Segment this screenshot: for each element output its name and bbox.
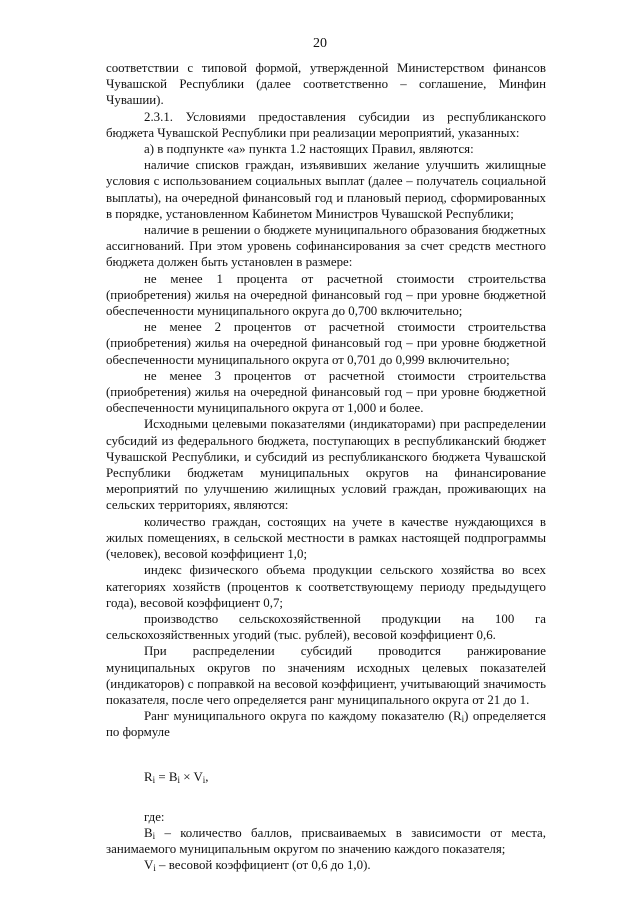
where-label: где:	[144, 809, 165, 824]
paragraph: производство сельскохозяйственной продукции на 100 га сельскохозяйственных угодий (тыс. рублей), весовой коэффициент 0,6.	[106, 611, 546, 643]
paragraph: соответствии с типовой формой, утвержденной Министерством финансов Чувашской Республики (далее соответственно – соглашение, Минфин Чувашии).	[106, 61, 546, 108]
rank-formula-intro: Ранг муниципального округа по каждому показателю $(R_i)$ определяется по формуле	[106, 709, 546, 740]
paragraph: Исходными целевыми показателями (индикаторами) при распределении субсидий из федерального бюджета, поступающих в республиканский бюджет Чувашской Республики, и субсидий из республиканского бюджета Чувашской Республики бюджетам муниципальных округов на финансирование мероприятий по улучшению жилищных условий граждан, проживающих на сельских территориях, являются:	[106, 417, 546, 513]
paragraph: не менее 2 процентов от расчетной стоимости строительства (приобретения) жилья на очередной финансовый год – при уровне бюджетной обеспеченности муниципального округа от 0,701 до 0,999 включительно;	[106, 320, 546, 367]
page-number: 20	[313, 36, 327, 51]
b-definition: $B_i$ – количество баллов, присваиваемых в зависимости от места, занимаемого муниципальным округом по значению каждого показателя;	[106, 825, 546, 857]
paragraph: При распределении субсидий проводится ранжирование муниципальных округов по значениям исходных целевых показателей (индикаторов) с поправкой на весовой коэффициент, учитывающий значимость показателя, после чего определяется ранг муниципального округа от 21 до 1.	[106, 644, 546, 707]
paragraph: наличие списков граждан, изъявивших желание улучшить жилищные условия с использованием социальных выплат (далее – получатель социальной выплаты), на очередной финансовый год и плановый период, сформированных в порядке, установленном Кабинетом Министров Чувашской Республики;	[106, 158, 546, 221]
document-body	[106, 60, 546, 874]
v-definition: $V_i$ – весовой коэффициент (от 0,6 до 1,0).	[144, 858, 371, 874]
paragraph: наличие в решении о бюджете муниципального образования бюджетных ассигнований. При этом уровень софинансирования за счет средств местного бюджета должен быть установлен в размере:	[106, 223, 546, 270]
paragraph: 2.3.1. Условиями предоставления субсидии из республиканского бюджета Чувашской Республики при реализации мероприятий, указанных:	[106, 109, 546, 140]
paragraph: количество граждан, состоящих на учете в качестве нуждающихся в жилых помещениях, в сельской местности в рамках настоящей подпрограммы (человек), весовой коэффициент 1,0;	[106, 514, 546, 562]
rank-formula: $R_i = B_i \times V_i$,	[144, 769, 209, 785]
paragraph: а) в подпункте «а» пункта 1.2 настоящих Правил, являются:	[144, 142, 474, 157]
paragraph: индекс физического объема продукции сельского хозяйства во всех категориях хозяйств (процентов к соответствующему периоду предыдущего года), весовой коэффициент 0,7;	[106, 563, 546, 610]
paragraph: не менее 1 процента от расчетной стоимости строительства (приобретения) жилья на очередной финансовый год – при уровне бюджетной обеспеченности муниципального округа до 0,700 включительно;	[106, 271, 546, 319]
paragraph: не менее 3 процентов от расчетной стоимости строительства (приобретения) жилья на очередной финансовый год – при уровне бюджетной обеспеченности муниципального округа от 1,000 и более.	[106, 368, 546, 416]
